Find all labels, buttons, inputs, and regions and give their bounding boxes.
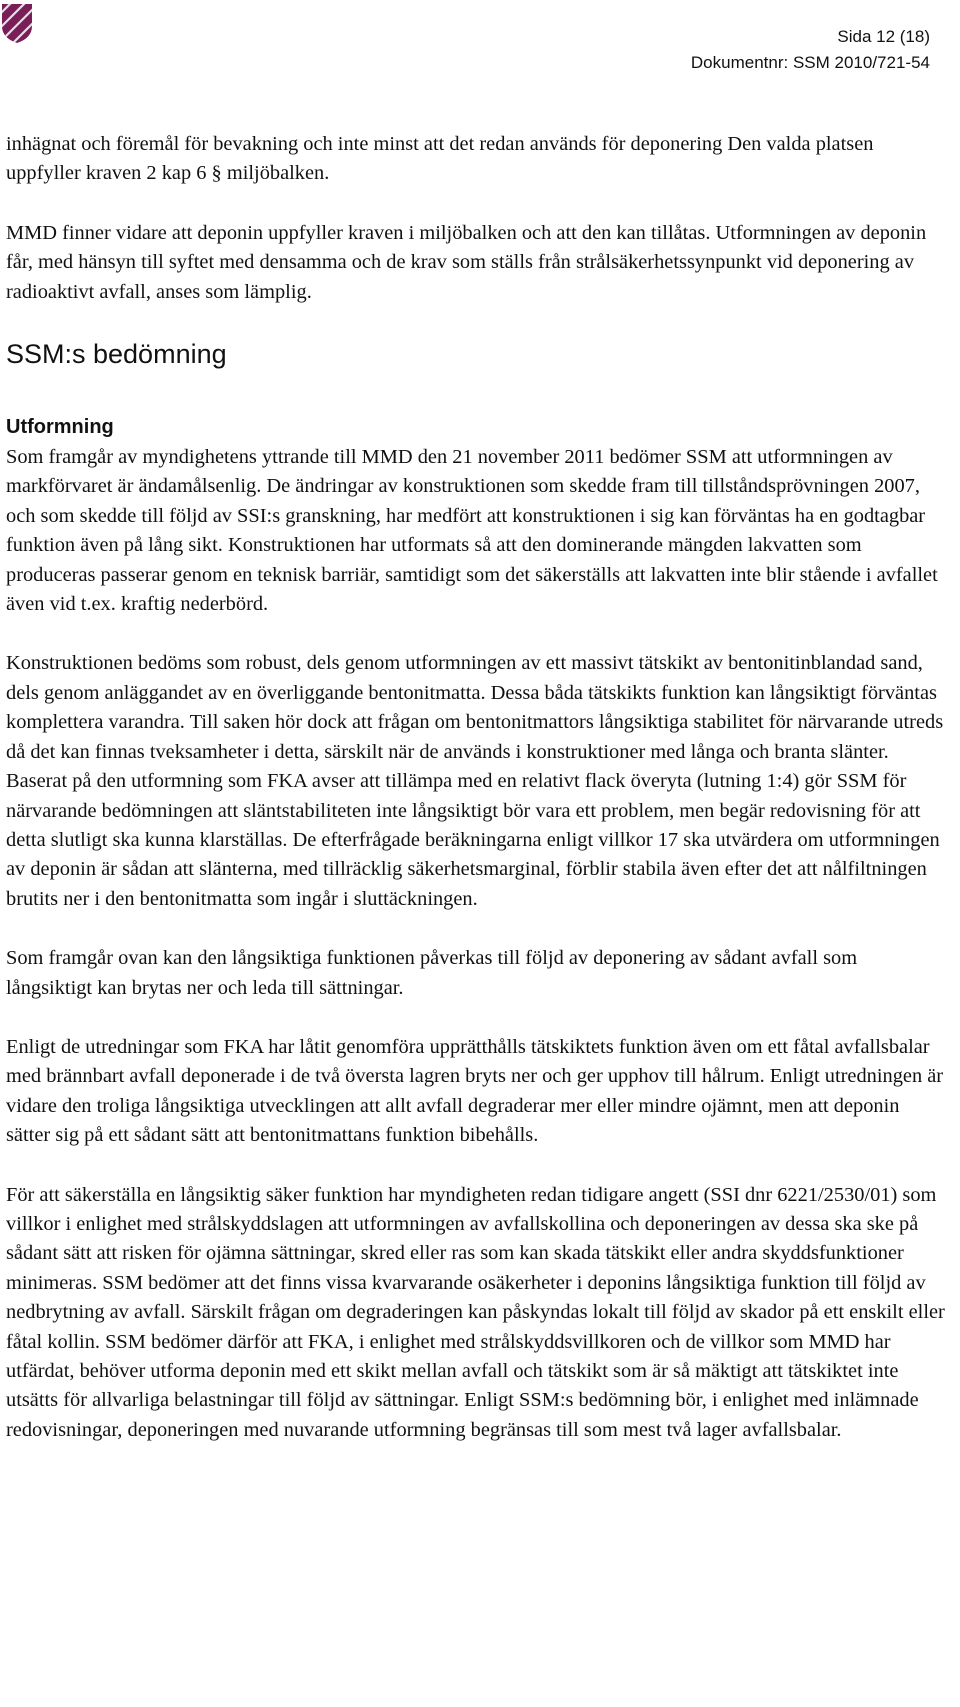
section-heading: SSM:s bedömning bbox=[6, 339, 227, 370]
paragraph: Konstruktionen bedöms som robust, dels genom utformningen av ett massivt tätskikt av bentonitinblandad sand, dels genom anläggandet av en överliggande bentonitmatta. Dessa båda tätskikts funktion kan långsiktigt förväntas komplettera varandra. Till saken hör dock att frågan om bentonitmattors långsiktiga stabilitet för närvarande utreds då det kan finnas tveksamheter i detta, särskilt när de används i konstruktioner med långa och branta slänter. Baserat på den utformning som FKA avser att tillämpa med en relativt flack överyta (lutning 1:4) gör SSM för närvarande bedömningen att släntstabiliteten inte långsiktigt bör vara ett problem, men begär redovisning för att detta slutligt ska kunna klarställas. De efterfrågade beräkningarna enligt villkor 17 ska utvärdera om utformningen av deponin är sådan att slänterna, med tillräcklig säkerhetsmarginal, förblir stabila även efter det att nålfiltningen brutits ner i den bentonitmatta som ingår i sluttäckningen. bbox=[6, 652, 944, 910]
ssm-logo-icon bbox=[0, 2, 34, 44]
paragraph: inhägnat och föremål för bevakning och inte minst att det redan används för deponering Den valda platsen uppfyller kraven 2 kap 6 § miljöbalken. bbox=[6, 133, 874, 185]
paragraph: Som framgår ovan kan den långsiktiga funktionen påverkas till följd av deponering av sådant avfall som långsiktigt kan brytas ner och leda till sättningar. bbox=[6, 947, 858, 999]
paragraph: MMD finner vidare att deponin uppfyller kraven i miljöbalken och att den kan tillåtas. Utformningen av deponin får, med hänsyn till syftet med densamma och de krav som ställs från strålsäkerhetssynpunkt vid deponering av radioaktivt avfall, anses som lämplig. bbox=[6, 221, 927, 303]
paragraph: Som framgår av myndighetens yttrande till MMD den 21 november 2011 bedömer SSM att utformningen av markförvaret är ändamålsenlig. De ändringar av konstruktionen som skedde fram till tillståndsprövningen 2007, och som skedde till följd av SSI:s granskning, har medfört att konstruktionen i sig kan förväntas ha en godtagbar funktion även på lång sikt. Konstruktionen har utformats så att den dominerande mängden lakvatten som produceras passerar genom en teknisk barriär, samtidigt som det säkerställs att lakvatten inte blir stående i avfallet även vid t.ex. kraftig nederbörd. bbox=[6, 446, 938, 616]
page-header bbox=[691, 24, 930, 76]
document-number: Dokumentnr: SSM 2010/721-54 bbox=[690, 53, 930, 72]
document-body bbox=[6, 130, 948, 1445]
paragraph: För att säkerställa en långsiktig säker funktion har myndigheten redan tidigare angett (SSI dnr 6221/2530/01) som villkor i enlighet med strålskyddslagen att utformningen av avfallskollina och deponeringen av dessa ska ske på sådant sätt att risken för ojämna sättningar, skred eller ras som kan skada tätskikt eller andra skyddsfunktioner minimeras. SSM bedömer att det finns vissa kvarvarande osäkerheter i deponins långsiktiga funktion till följd av nedbrytning av avfall. Särskilt frågan om degraderingen kan påskyndas lokalt till följd av skador på ett enskilt eller fåtal kollin. SSM bedömer därför att FKA, i enlighet med strålskyddsvillkoren och de villkor som MMD har utfärdat, behöver utforma deponin med ett skikt mellan avfall och tätskikt som är så mäktigt att tätskiktet inte utsätts för allvarliga belastningar till följd av sättningar. Enligt SSM:s bedömning bör, i enlighet med inlämnade redovisningar, deponeringen med nuvarande utformning begränsas till som mest två lager avfallsbalar. bbox=[6, 1183, 945, 1441]
paragraph: Enligt de utredningar som FKA har låtit genomföra upprätthålls tätskiktets funktion även om ett fåtal avfallsbalar med brännbart avfall deponerade i de två översta lagren bryts ner och ger upphov till hålrum. Enligt utredningen är vidare den troliga långsiktiga utvecklingen att allt avfall degraderar mer eller mindre ojämnt, men att deponin sätter sig på ett sådant sätt att bentonitmattans funktion bibehålls. bbox=[6, 1035, 944, 1147]
page-number: Sida 12 (18) bbox=[837, 27, 930, 46]
subsection-heading: Utformning bbox=[6, 416, 114, 439]
